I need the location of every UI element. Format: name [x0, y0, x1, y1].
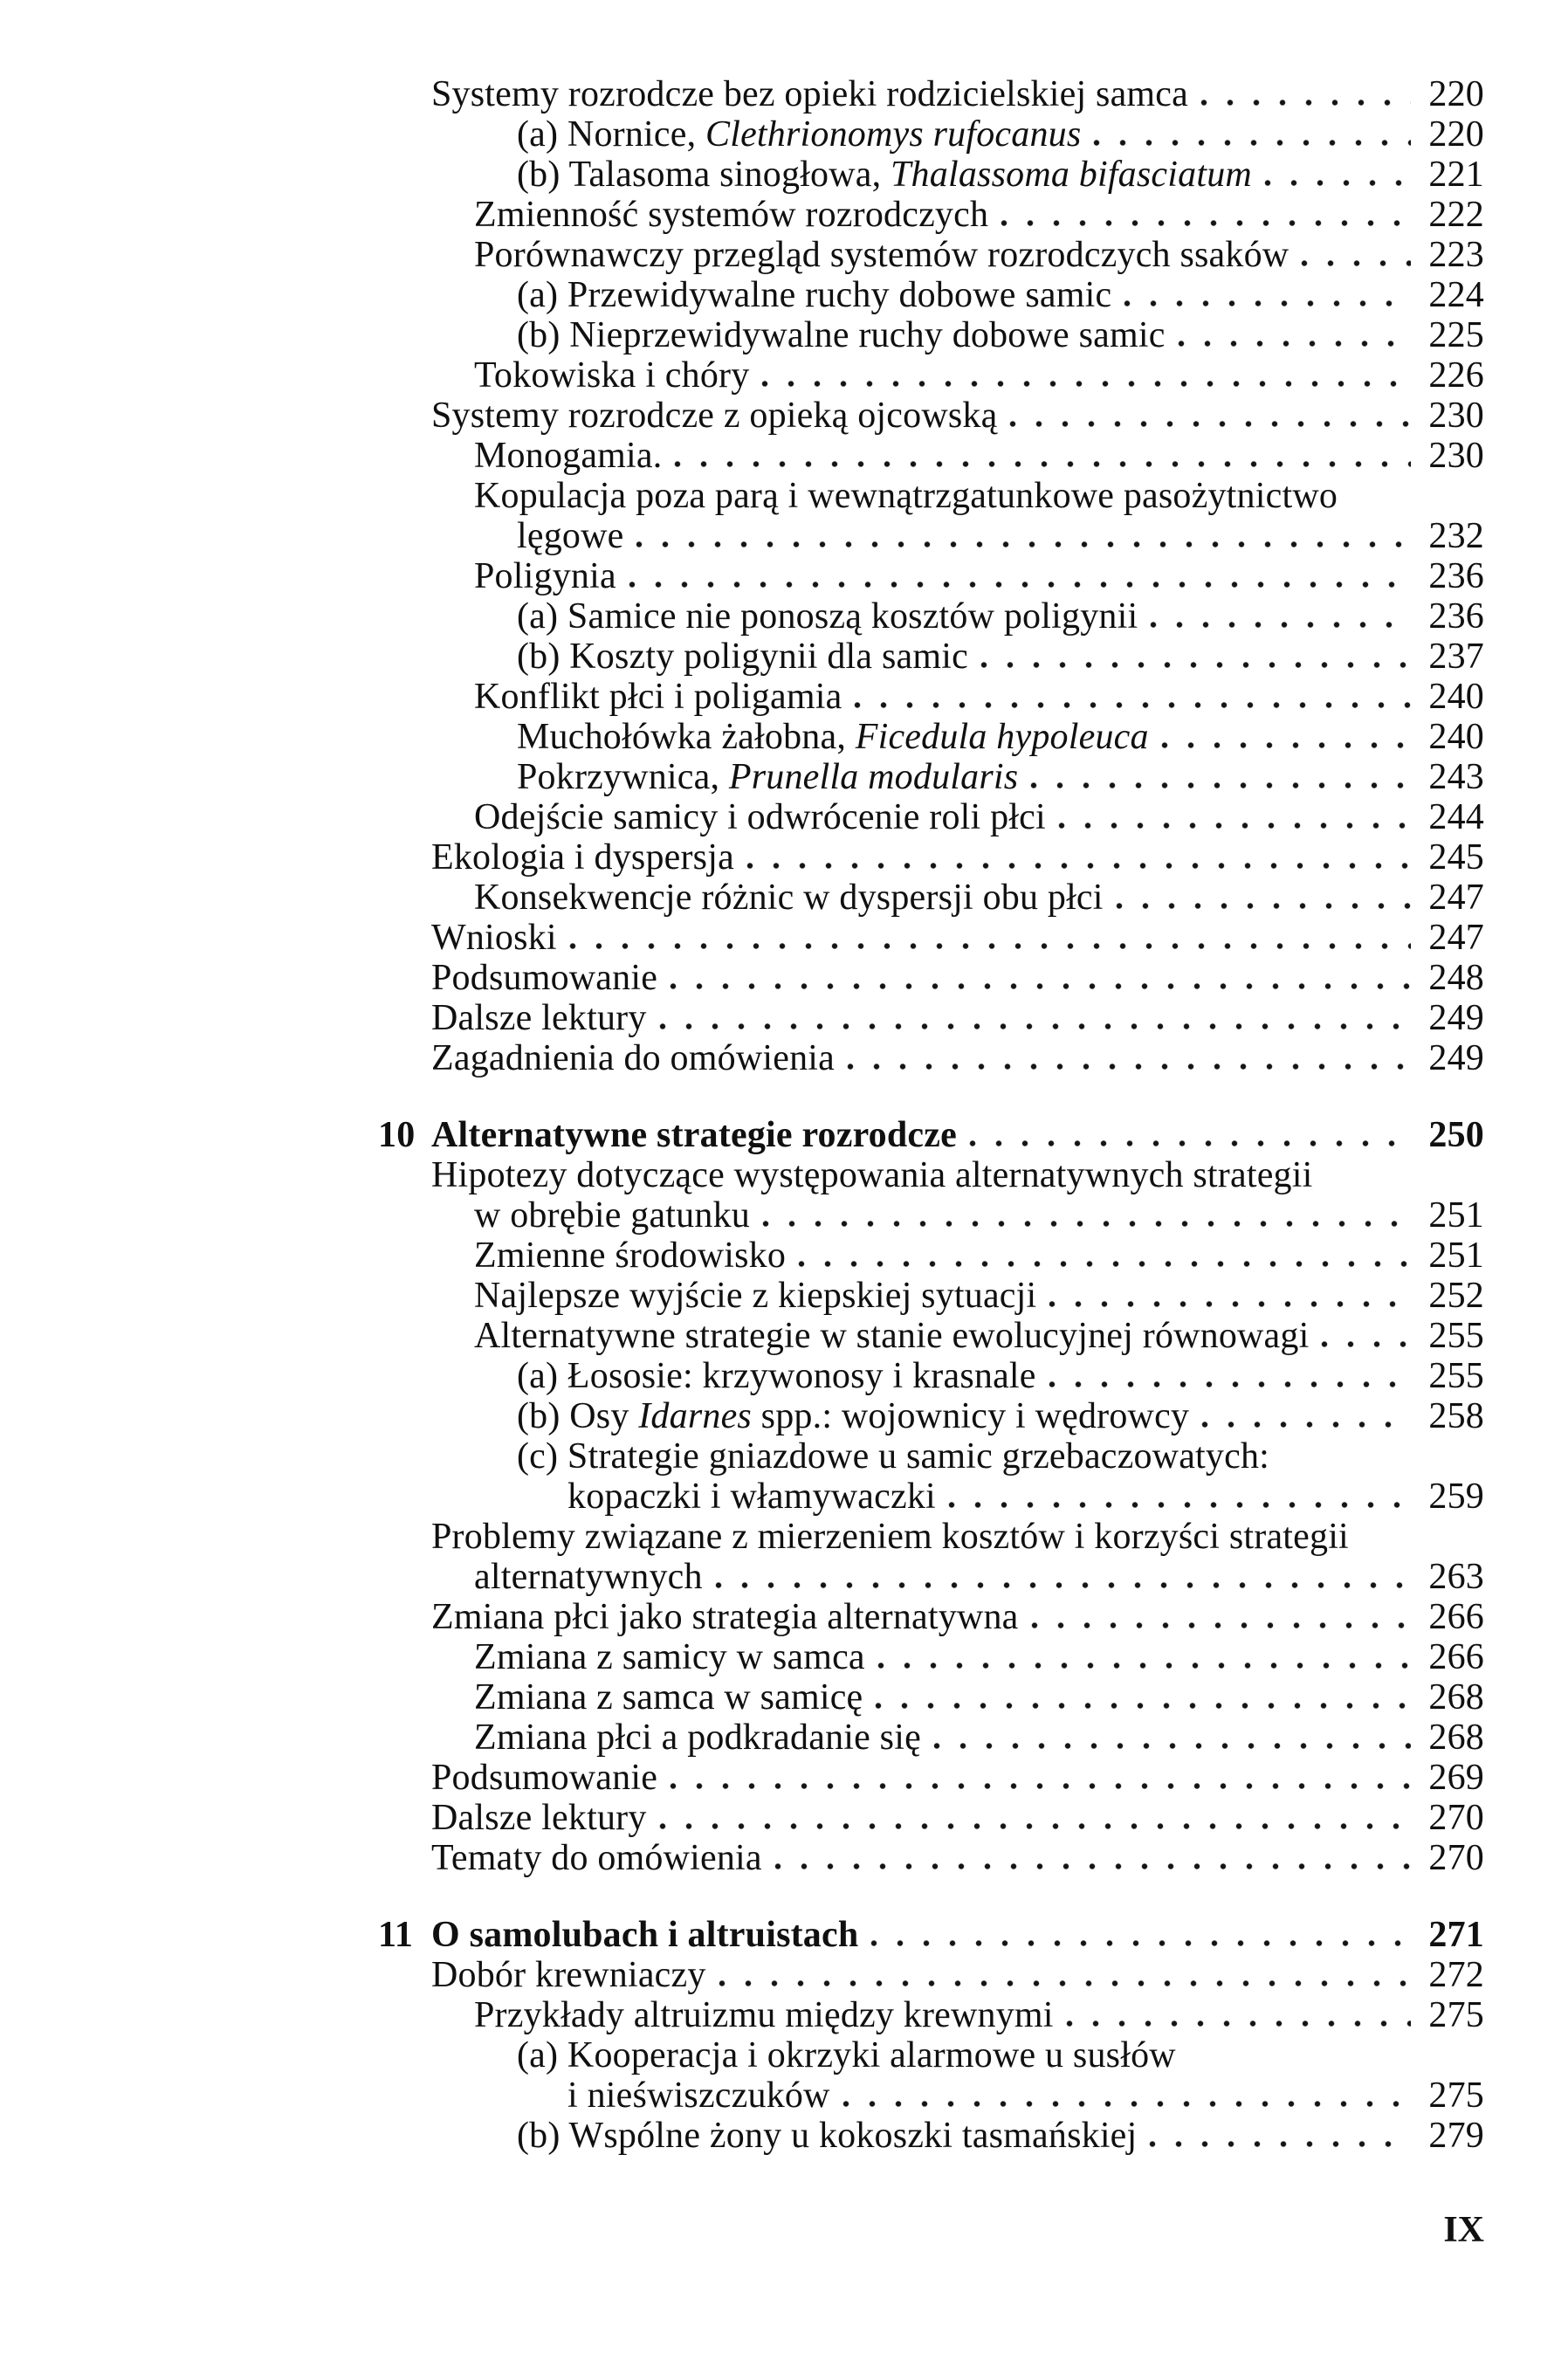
entry-page-number: 250: [1428, 1115, 1484, 1155]
chapter-number: 11: [378, 1915, 414, 1955]
toc-entry: [378, 1597, 1484, 1637]
entry-title: [517, 1356, 1036, 1396]
entry-page-number: 236: [1428, 596, 1484, 637]
entry-title: [474, 1236, 786, 1276]
entry-title: [474, 1276, 1036, 1316]
entry-title-segment: Dalsze lektury: [431, 1798, 647, 1838]
entry-title-segment: Kopulacja poza parą i wewnątrzgatunkowe pasożytnictwo: [474, 476, 1338, 516]
entry-page-number: 220: [1428, 114, 1484, 155]
entry-page-number: 279: [1428, 2116, 1484, 2156]
dot-leader: [1031, 1622, 1411, 1628]
entry-title: [431, 1517, 1349, 1557]
entry-page-number: 225: [1428, 315, 1484, 355]
entry-title-segment: Odejście samicy i odwrócenie roli płci: [474, 797, 1046, 837]
entry-title-segment: Hipotezy dotyczące występowania alternatywnych strategii: [431, 1155, 1313, 1195]
dot-leader: [1149, 2141, 1411, 2147]
toc-entry: [378, 1798, 1484, 1838]
toc-entry: [378, 1276, 1484, 1316]
entry-page-number: 230: [1428, 396, 1484, 436]
entry-title-segment: lęgowe: [517, 516, 624, 556]
dot-leader: [670, 983, 1411, 989]
entry-page-number: 268: [1428, 1677, 1484, 1717]
entry-title: [474, 1677, 863, 1717]
entry-page-number: 270: [1428, 1798, 1484, 1838]
dot-leader: [1030, 782, 1411, 788]
entry-title: [431, 837, 734, 878]
entry-title-segment: (a) Samice nie ponoszą kosztów poligynii: [517, 596, 1138, 637]
entry-page-number: 240: [1428, 677, 1484, 717]
entry-title: [431, 1798, 647, 1838]
entry-page-number: 226: [1428, 355, 1484, 396]
entry-title-segment: Konsekwencje różnic w dyspersji obu płci: [474, 878, 1104, 918]
entry-page-number: 249: [1428, 1038, 1484, 1078]
entry-title-segment: Alternatywne strategie w stanie ewolucyjnej równowagi: [474, 1316, 1310, 1356]
entry-title-segment: Wnioski: [431, 918, 557, 958]
entry-title-segment: O samolubach i altruistach: [431, 1915, 859, 1955]
entry-page-number: 223: [1428, 235, 1484, 275]
toc-entry: [378, 1396, 1484, 1436]
toc-entry: [378, 195, 1484, 235]
entry-page-number: 220: [1428, 74, 1484, 114]
entry-title-segment: spp.: wojownicy i wędrowcy: [751, 1396, 1190, 1436]
toc-entry: [378, 998, 1484, 1038]
entry-title: [474, 235, 1289, 275]
toc-entry: [378, 596, 1484, 637]
toc-entry: [378, 1356, 1484, 1396]
toc-entry: [378, 2035, 1484, 2075]
entry-title-segment: Zmienność systemów rozrodczych: [474, 195, 989, 235]
toc-entry: [378, 1236, 1484, 1276]
dot-leader: [1116, 903, 1411, 909]
dot-leader: [1124, 300, 1411, 306]
entry-title-segment: Dalsze lektury: [431, 998, 647, 1038]
toc-entry: [378, 677, 1484, 717]
dot-leader: [1001, 220, 1411, 226]
dot-leader: [1200, 100, 1411, 106]
entry-page-number: 269: [1428, 1758, 1484, 1798]
entry-title: [431, 1758, 657, 1798]
dot-leader: [774, 1863, 1411, 1869]
entry-title-segment: kopaczki i włamywaczki: [567, 1477, 936, 1517]
dot-leader: [1049, 1381, 1411, 1387]
entry-title-species-italic: Idarnes: [638, 1396, 752, 1436]
entry-title-segment: (b) Talasoma sinogłowa,: [517, 155, 891, 195]
entry-page-number: 224: [1428, 275, 1484, 315]
toc-entry: [378, 275, 1484, 315]
entry-title: [517, 757, 1018, 797]
entry-title-species-italic: Prunella modularis: [728, 757, 1019, 797]
toc-chapter-entry: [378, 1915, 1484, 1955]
dot-leader: [746, 863, 1411, 869]
toc-entry: [378, 1955, 1484, 1995]
entry-title-segment: alternatywnych: [474, 1557, 703, 1597]
toc-entry: [378, 355, 1484, 396]
dot-leader: [1264, 180, 1411, 186]
entry-title-segment: Podsumowanie: [431, 1758, 658, 1798]
toc-entry: [378, 2075, 1484, 2116]
entry-page-number: 249: [1428, 998, 1484, 1038]
toc-list: [378, 74, 1484, 2156]
entry-title-species-italic: Clethrionomys rufocanus: [705, 114, 1082, 155]
entry-title-segment: Muchołówka żałobna,: [517, 717, 856, 757]
entry-page-number: 259: [1428, 1477, 1484, 1517]
dot-leader: [670, 1783, 1411, 1789]
entry-title-segment: Podsumowanie: [431, 958, 658, 998]
entry-title: [431, 1115, 957, 1155]
entry-page-number: 221: [1428, 155, 1484, 195]
dot-leader: [1201, 1421, 1411, 1428]
toc-entry: [378, 958, 1484, 998]
entry-title: [431, 1155, 1312, 1195]
entry-title-segment: Problemy związane z mierzeniem kosztów i korzyści strategii: [431, 1517, 1349, 1557]
entry-title: [517, 1436, 1269, 1477]
entry-page-number: 251: [1428, 1236, 1484, 1276]
entry-title-segment: Dobór krewniaczy: [431, 1955, 706, 1995]
entry-title-segment: Zmiana z samicy w samca: [474, 1637, 865, 1677]
entry-page-number: 237: [1428, 637, 1484, 677]
dot-leader: [948, 1502, 1411, 1508]
entry-title-segment: (c) Strategie gniazdowe u samic grzebaczowatych:: [517, 1436, 1270, 1477]
entry-page-number: 258: [1428, 1396, 1484, 1436]
entry-title: [474, 1637, 865, 1677]
dot-leader: [762, 1221, 1411, 1227]
toc-entry: [378, 1195, 1484, 1236]
toc-entry: [378, 476, 1484, 516]
entry-title: [431, 74, 1188, 114]
dot-leader: [1321, 1341, 1411, 1347]
dot-leader: [969, 1140, 1411, 1146]
entry-title: [517, 275, 1111, 315]
entry-title: [431, 1838, 762, 1878]
entry-page-number: 268: [1428, 1717, 1484, 1758]
entry-page-number: 275: [1428, 2075, 1484, 2116]
entry-title: [517, 596, 1138, 637]
dot-leader: [1093, 140, 1411, 146]
entry-page-number: 272: [1428, 1955, 1484, 1995]
entry-title-segment: (a) Kooperacja i okrzyki alarmowe u susłów: [517, 2035, 1176, 2075]
entry-page-number: 248: [1428, 958, 1484, 998]
dot-leader: [842, 2101, 1411, 2107]
entry-title: [474, 1316, 1309, 1356]
entry-page-number: 236: [1428, 556, 1484, 596]
entry-title: [474, 1717, 921, 1758]
entry-page-number: 222: [1428, 195, 1484, 235]
entry-title-segment: Zagadnienia do omówienia: [431, 1038, 835, 1078]
toc-entry: [378, 2116, 1484, 2156]
toc-entry: [378, 878, 1484, 918]
entry-title-segment: Systemy rozrodcze z opieką ojcowską: [431, 396, 998, 436]
dot-leader: [636, 541, 1411, 547]
entry-title: [567, 1477, 936, 1517]
entry-title: [431, 1915, 858, 1955]
entry-title-segment: Porównawczy przegląd systemów rozrodczych ssaków: [474, 235, 1289, 275]
entry-title-segment: Monogamia.: [474, 436, 663, 476]
entry-title: [474, 1195, 750, 1236]
dot-leader: [870, 1940, 1411, 1946]
entry-title: [474, 1995, 1054, 2035]
entry-title-segment: (b) Wspólne żony u kokoszki tasmańskiej: [517, 2116, 1138, 2156]
entry-title: [474, 797, 1046, 837]
entry-title-species-italic: Thalassoma bifasciatum: [891, 155, 1252, 195]
entry-title: [431, 396, 997, 436]
dot-leader: [854, 702, 1411, 708]
entry-title-segment: i nieświszczuków: [567, 2075, 830, 2116]
toc-entry: [378, 1038, 1484, 1078]
entry-title-segment: Pokrzywnica,: [517, 757, 729, 797]
dot-leader: [715, 1582, 1411, 1588]
toc-entry: [378, 114, 1484, 155]
entry-title-segment: Najlepsze wyjście z kiepskiej sytuacji: [474, 1276, 1037, 1316]
dot-leader: [569, 943, 1411, 949]
entry-title: [431, 1597, 1019, 1637]
toc-entry: [378, 155, 1484, 195]
dot-leader: [933, 1743, 1411, 1749]
toc-entry: [378, 1758, 1484, 1798]
entry-page-number: 230: [1428, 436, 1484, 476]
toc-entry: [378, 1316, 1484, 1356]
toc-entry: [378, 315, 1484, 355]
toc-entry: [378, 1477, 1484, 1517]
entry-title-segment: (b) Koszty poligynii dla samic: [517, 637, 968, 677]
entry-title: [431, 998, 647, 1038]
dot-leader: [629, 582, 1411, 588]
entry-title: [517, 315, 1166, 355]
entry-title-segment: Zmiana płci a podkradanie się: [474, 1717, 921, 1758]
toc-entry: [378, 1995, 1484, 2035]
entry-title: [474, 195, 988, 235]
dot-leader: [1049, 1301, 1411, 1307]
dot-leader: [1058, 823, 1411, 829]
toc-entry: [378, 556, 1484, 596]
entry-page-number: 244: [1428, 797, 1484, 837]
toc-entry: [378, 1838, 1484, 1878]
toc-entry: [378, 1557, 1484, 1597]
toc-entry: [378, 918, 1484, 958]
entry-title-segment: Tematy do omówienia: [431, 1838, 762, 1878]
toc-entry: [378, 74, 1484, 114]
entry-title-segment: Konflikt płci i poligamia: [474, 677, 842, 717]
entry-page-number: 266: [1428, 1597, 1484, 1637]
dot-leader: [719, 1980, 1411, 1986]
toc-entry: [378, 837, 1484, 878]
entry-page-number: 263: [1428, 1557, 1484, 1597]
entry-title: [567, 2075, 830, 2116]
dot-leader: [1301, 260, 1411, 266]
entry-title: [474, 355, 749, 396]
dot-leader: [1150, 622, 1411, 628]
entry-page-number: 240: [1428, 717, 1484, 757]
entry-title-segment: Tokowiska i chóry: [474, 355, 750, 396]
entry-page-number: 247: [1428, 878, 1484, 918]
entry-page-number: 270: [1428, 1838, 1484, 1878]
entry-title: [517, 516, 623, 556]
toc-chapter-entry: [378, 1115, 1484, 1155]
entry-title-segment: Zmiana z samca w samicę: [474, 1677, 863, 1717]
entry-title-segment: Systemy rozrodcze bez opieki rodzicielskiej samca: [431, 74, 1188, 114]
entry-title-segment: Zmiana płci jako strategia alternatywna: [431, 1597, 1019, 1637]
dot-leader: [761, 381, 1411, 387]
toc-entry: [378, 1436, 1484, 1477]
toc-entry: [378, 396, 1484, 436]
entry-page-number: 252: [1428, 1276, 1484, 1316]
dot-leader: [674, 461, 1411, 467]
dot-leader: [1009, 421, 1411, 427]
entry-title-species-italic: Ficedula hypoleuca: [855, 717, 1149, 757]
entry-page-number: 266: [1428, 1637, 1484, 1677]
entry-title: [474, 878, 1104, 918]
entry-title: [431, 958, 657, 998]
dot-leader: [980, 662, 1411, 668]
entry-page-number: 251: [1428, 1195, 1484, 1236]
entry-title-segment: (a) Przewidywalne ruchy dobowe samic: [517, 275, 1112, 315]
entry-title: [474, 436, 662, 476]
dot-leader: [1066, 2020, 1411, 2027]
entry-title: [431, 918, 557, 958]
toc-entry: [378, 757, 1484, 797]
entry-title-segment: Alternatywne strategie rozrodcze: [431, 1115, 957, 1155]
entry-title-segment: Ekologia i dyspersja: [431, 837, 734, 878]
table-of-contents: [378, 74, 1484, 2250]
entry-title-segment: (b) Osy: [517, 1396, 639, 1436]
entry-title-segment: Przykłady altruizmu między krewnymi: [474, 1995, 1054, 2035]
dot-leader: [847, 1064, 1411, 1070]
entry-page-number: 255: [1428, 1316, 1484, 1356]
dot-leader: [875, 1703, 1411, 1709]
entry-title-segment: (b) Nieprzewidywalne ruchy dobowe samic: [517, 315, 1166, 355]
entry-page-number: 247: [1428, 918, 1484, 958]
entry-title: [474, 556, 616, 596]
toc-entry: [378, 637, 1484, 677]
entry-title-segment: w obrębie gatunku: [474, 1195, 750, 1236]
entry-title: [517, 155, 1252, 195]
entry-title: [517, 717, 1149, 757]
entry-page-number: 232: [1428, 516, 1484, 556]
dot-leader: [798, 1261, 1411, 1267]
entry-title-segment: (a) Łososie: krzywonosy i krasnale: [517, 1356, 1036, 1396]
toc-entry: [378, 797, 1484, 837]
toc-entry: [378, 717, 1484, 757]
page-number-footer: IX: [1443, 2210, 1484, 2250]
entry-title: [431, 1038, 835, 1078]
entry-title: [517, 1396, 1189, 1436]
entry-page-number: 255: [1428, 1356, 1484, 1396]
chapter-number: 10: [378, 1115, 416, 1155]
entry-title: [517, 114, 1081, 155]
dot-leader: [877, 1662, 1411, 1669]
dot-leader: [659, 1823, 1411, 1829]
entry-page-number: 243: [1428, 757, 1484, 797]
toc-entry: [378, 1517, 1484, 1557]
toc-entry: [378, 1717, 1484, 1758]
entry-page-number: 245: [1428, 837, 1484, 878]
entry-title-segment: Poligynia: [474, 556, 616, 596]
entry-title-segment: Zmienne środowisko: [474, 1236, 787, 1276]
entry-title: [517, 2035, 1176, 2075]
entry-title: [517, 637, 968, 677]
toc-entry: [378, 516, 1484, 556]
toc-entry: [378, 235, 1484, 275]
entry-title: [474, 677, 842, 717]
toc-entry: [378, 1155, 1484, 1195]
entry-title: [431, 1955, 706, 1995]
dot-leader: [1161, 742, 1411, 748]
entry-title-segment: (a) Nornice,: [517, 114, 705, 155]
dot-leader: [1178, 341, 1411, 347]
entry-page-number: 271: [1428, 1915, 1484, 1955]
entry-title: [517, 2116, 1137, 2156]
entry-title: [474, 476, 1338, 516]
entry-page-number: 275: [1428, 1995, 1484, 2035]
entry-title: [474, 1557, 703, 1597]
toc-entry: [378, 1677, 1484, 1717]
toc-entry: [378, 436, 1484, 476]
dot-leader: [659, 1023, 1411, 1029]
toc-entry: [378, 1637, 1484, 1677]
